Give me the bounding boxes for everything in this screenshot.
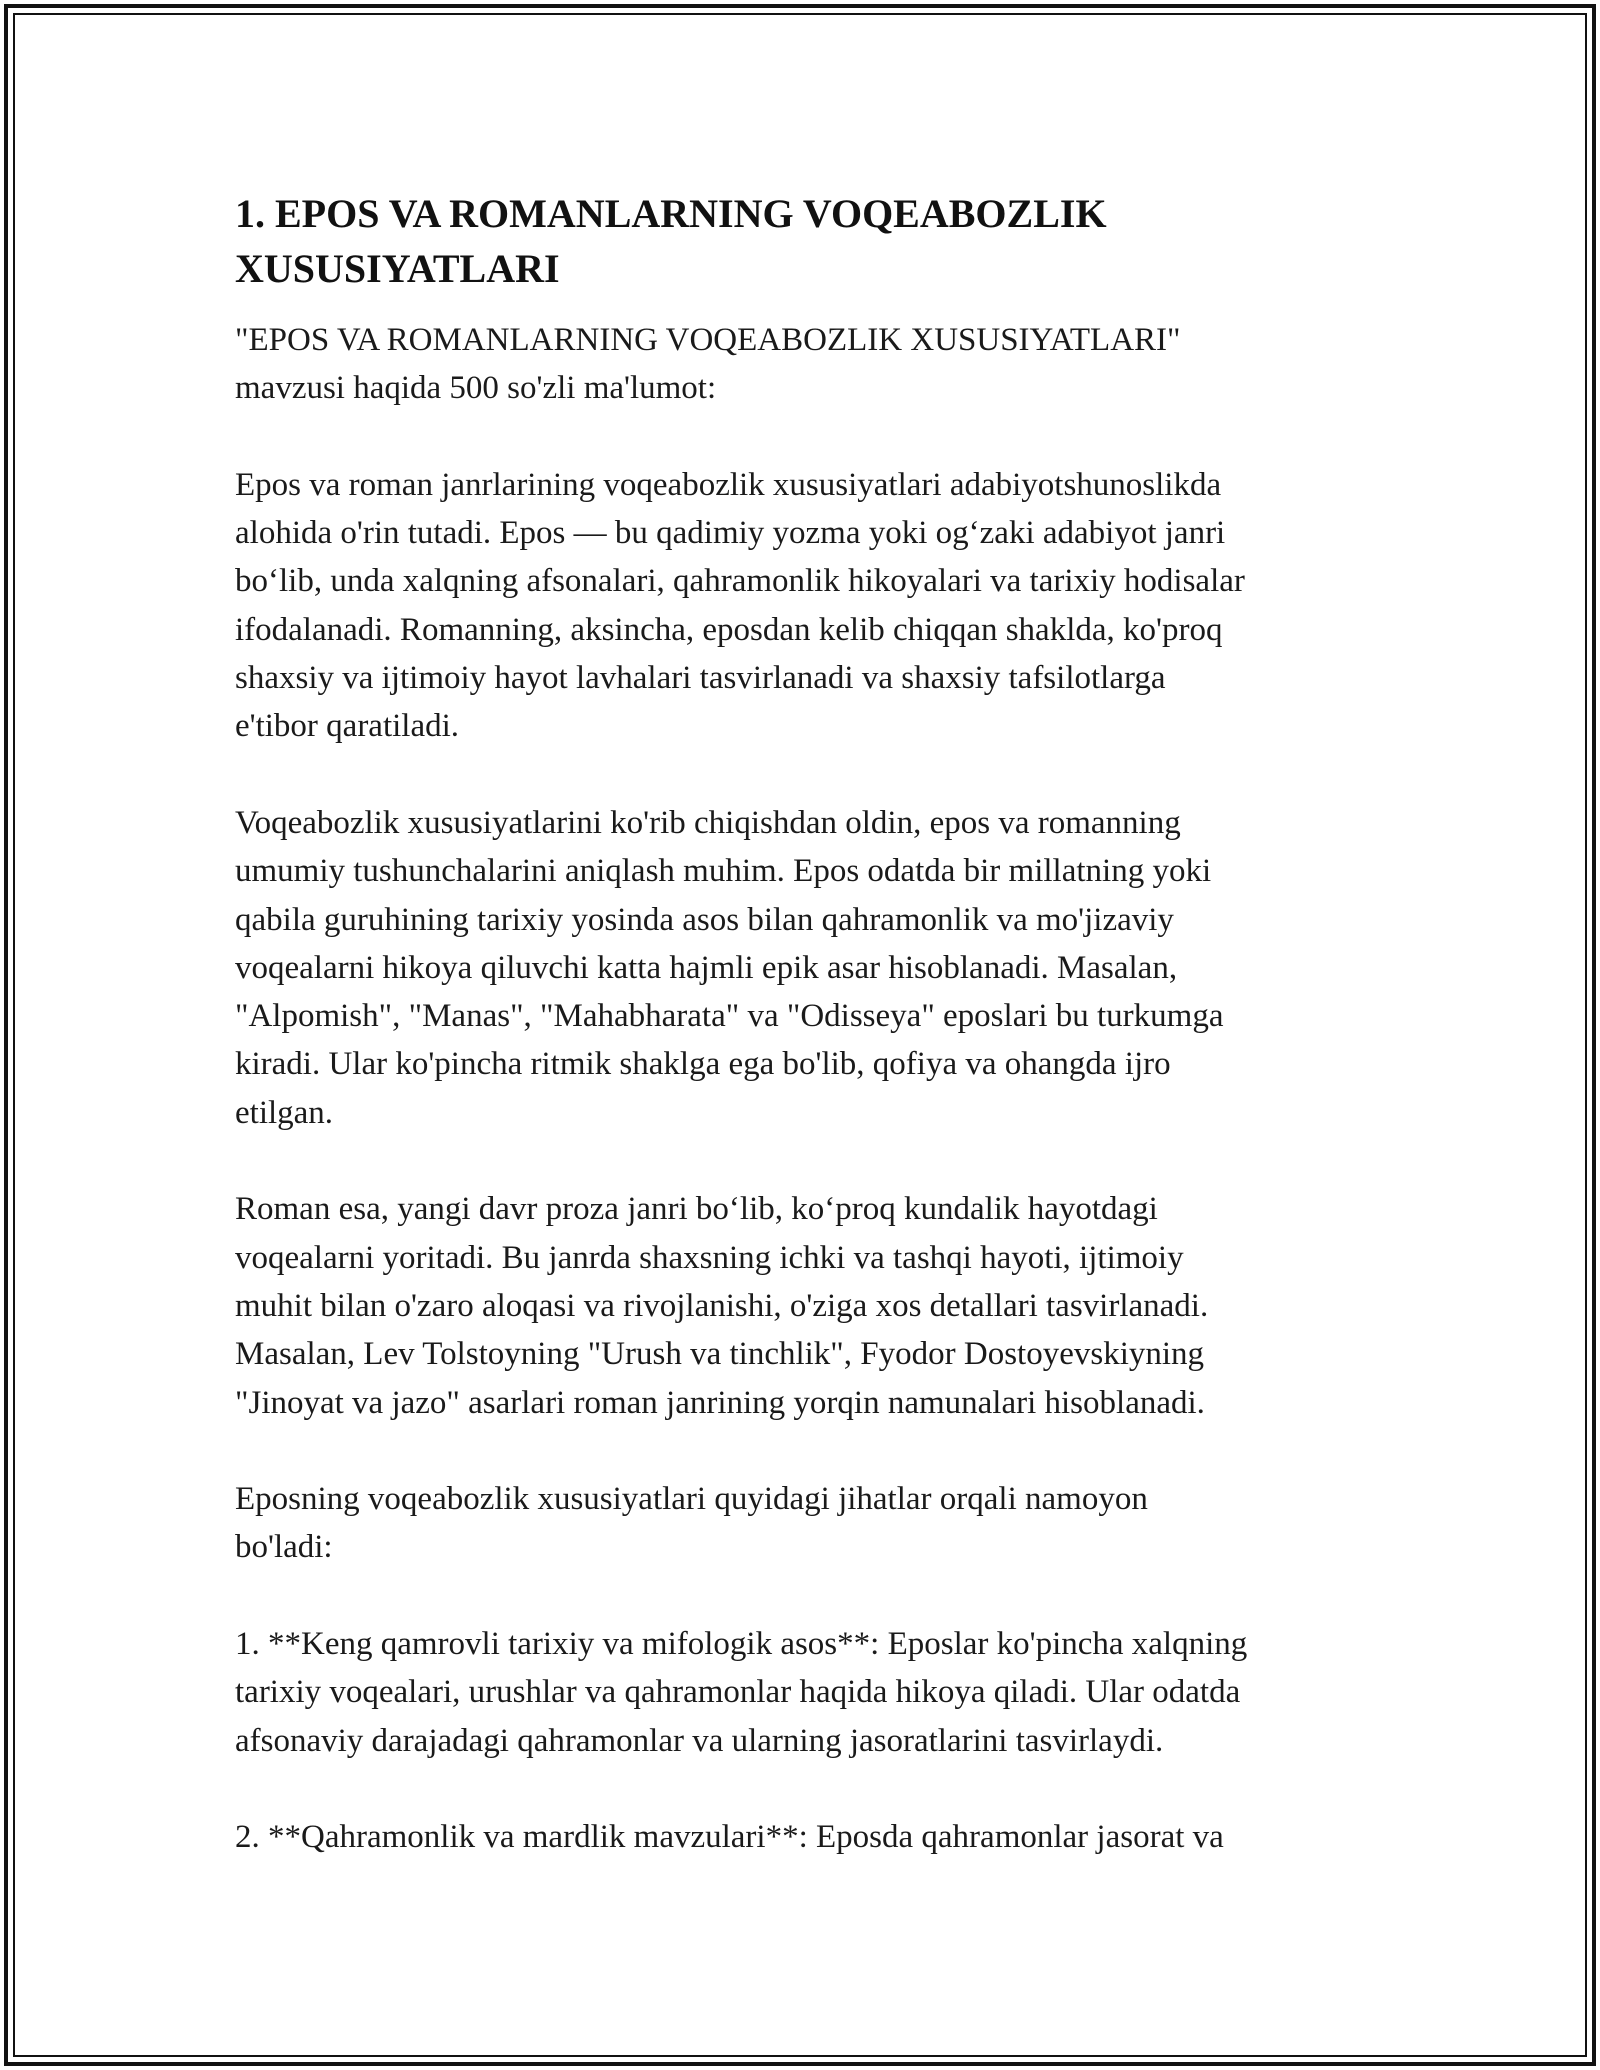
text-line: alohida o'rin tutadi. Epos — bu qadimiy yozma yoki og‘zaki adabiyot janri (235, 515, 1226, 552)
paragraph-intro (235, 316, 1375, 413)
text-line: e'tibor qaratiladi. (235, 708, 460, 745)
text-line: "Alpomish", "Manas", "Mahabharata" va "Odisseya" eposlari bu turkumga (235, 998, 1224, 1035)
text-line: Voqeabozlik xususiyatlarini ko'rib chiqishdan oldin, epos va romanning (235, 804, 1181, 841)
heading-line: XUSUSIYATLARI (235, 246, 560, 291)
document-body (235, 186, 1375, 1910)
paragraph (235, 1185, 1375, 1426)
text-line: afsonaviy darajadagi qahramonlar va ularning jasoratlarini tasvirlaydi. (235, 1722, 1164, 1759)
text-line: Epos va roman janrlarining voqeabozlik xususiyatlari adabiyotshunoslikda (235, 466, 1222, 503)
heading-line: 1. EPOS VA ROMANLARNING VOQEABOZLIK (235, 191, 1107, 236)
text-line: Masalan, Lev Tolstoyning "Urush va tinchlik", Fyodor Dostoyevskiyning (235, 1336, 1205, 1373)
text-line: umumiy tushunchalarini aniqlash muhim. Epos odatda bir millatning yoki (235, 853, 1212, 890)
text-line: muhit bilan o'zaro aloqasi va rivojlanishi, o'ziga xos detallari tasvirlanadi. (235, 1287, 1209, 1324)
text-line: 1. **Keng qamrovli tarixiy va mifologik asos**: Eposlar ko'pincha xalqning (235, 1626, 1248, 1663)
text-line: Roman esa, yangi davr proza janri bo‘lib, ko‘proq kundalik hayotdagi (235, 1191, 1158, 1228)
text-line: tarixiy voqealari, urushlar va qahramonlar haqida hikoya qiladi. Ular odatda (235, 1674, 1241, 1711)
text-line: kiradi. Ular ko'pincha ritmik shaklga ega bo'lib, qofiya va ohangda ijro (235, 1046, 1171, 1083)
list-item (235, 1813, 1375, 1861)
list-item (235, 1620, 1375, 1765)
text-line: qabila guruhining tarixiy yosinda asos bilan qahramonlik va mo'jizaviy (235, 901, 1174, 938)
paragraph (235, 1475, 1375, 1572)
text-line: bo'ladi: (235, 1529, 333, 1566)
text-line: bo‘lib, unda xalqning afsonalari, qahramonlik hikoyalari va tarixiy hodisalar (235, 563, 1245, 600)
text-line: mavzusi haqida 500 so'zli ma'lumot: (235, 370, 717, 407)
text-line: Eposning voqeabozlik xususiyatlari quyidagi jihatlar orqali namoyon (235, 1481, 1148, 1518)
document-heading (235, 186, 1375, 296)
paragraph (235, 461, 1375, 751)
paragraph (235, 799, 1375, 1137)
text-line: "Jinoyat va jazo" asarlari roman janrining yorqin namunalari hisoblanadi. (235, 1384, 1205, 1421)
text-line: "EPOS VA ROMANLARNING VOQEABOZLIK XUSUSIYATLARI" (235, 322, 1181, 358)
text-line: 2. **Qahramonlik va mardlik mavzulari**: Eposda qahramonlar jasorat va (235, 1819, 1224, 1856)
text-line: voqealarni yoritadi. Bu janrda shaxsning ichki va tashqi hayoti, ijtimoiy (235, 1239, 1184, 1276)
text-line: voqealarni hikoya qiluvchi katta hajmli epik asar hisoblanadi. Masalan, (235, 949, 1178, 986)
text-line: etilgan. (235, 1094, 334, 1131)
text-line: shaxsiy va ijtimoiy hayot lavhalari tasvirlanadi va shaxsiy tafsilotlarga (235, 660, 1166, 697)
text-line: ifodalanadi. Romanning, aksincha, eposdan kelib chiqqan shaklda, ko'proq (235, 611, 1223, 648)
